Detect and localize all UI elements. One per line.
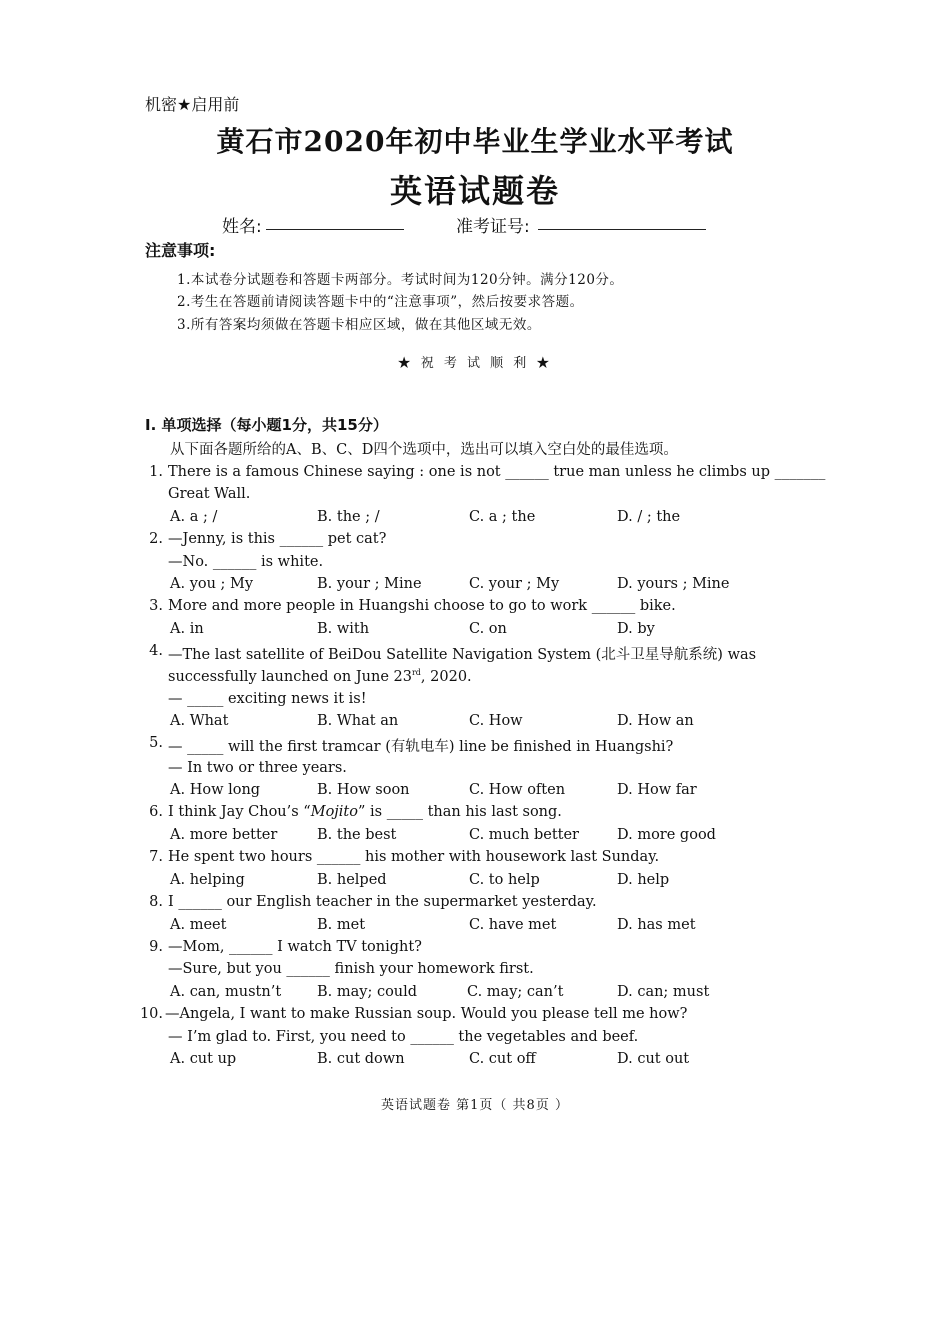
notice-heading: 注意事项:: [145, 241, 216, 260]
option-a: A. meet: [170, 917, 227, 933]
option-a: A. a ; /: [170, 509, 218, 525]
option-b: B. met: [317, 917, 366, 933]
option-b: B. helped: [317, 872, 387, 888]
option-d: D. How far: [617, 782, 697, 798]
question-text: —Angela, I want to make Russian soup. Would you please tell me how?: [165, 1006, 688, 1022]
song-title: Mojito: [310, 804, 358, 820]
option-c: C. How often: [469, 782, 566, 798]
option-a: A. What: [170, 713, 229, 729]
question-text-part: I think Jay Chou’s “: [168, 804, 311, 820]
superscript: rd: [411, 668, 421, 677]
question-number: 9.: [149, 939, 163, 955]
question-text: —Sure, but you ______ finish your homework first.: [168, 961, 534, 977]
question-text: I ______ our English teacher in the supermarket yesterday.: [168, 894, 597, 910]
good-luck-wish: ★ 祝 考 试 顺 利 ★: [397, 356, 553, 371]
name-blank: [266, 229, 404, 230]
question-text: — I’m glad to. First, you need to ______ the vegetables and beef.: [168, 1029, 639, 1045]
option-d: D. can; must: [617, 984, 710, 1000]
option-d: D. cut out: [617, 1051, 690, 1067]
option-a: A. you ; My: [170, 576, 254, 592]
option-b: B. with: [317, 621, 370, 637]
question-text: —No. ______ is white.: [168, 554, 324, 570]
question-text: — _____ exciting news it is!: [168, 691, 367, 707]
name-label: 姓名:: [222, 217, 262, 237]
option-a: A. How long: [170, 782, 261, 798]
notice-item: 2.考生在答题前请阅读答题卡中的“注意事项”，然后按要求答题。: [177, 294, 584, 310]
question-text: [168, 668, 472, 685]
option-d: D. help: [617, 872, 670, 888]
notice-item: 3.所有答案均须做在答题卡相应区域，做在其他区域无效。: [177, 317, 541, 333]
option-c: C. your ; My: [469, 576, 560, 592]
question-number: 1.: [149, 464, 163, 480]
question-text: —Jenny, is this ______ pet cat?: [168, 531, 387, 547]
option-c: C. a ; the: [469, 509, 536, 525]
question-number: 4.: [149, 643, 163, 659]
question-text: —The last satellite of BeiDou Satellite Navigation System (北斗卫星导航系统) was: [168, 647, 757, 663]
exam-title: 黄石市2020年初中毕业生学业水平考试: [216, 125, 734, 158]
option-a: A. cut up: [170, 1051, 237, 1067]
question-text: [168, 804, 562, 820]
option-a: A. more better: [170, 827, 278, 843]
option-b: B. your ; Mine: [317, 576, 422, 592]
option-d: D. / ; the: [617, 509, 681, 525]
id-label: 准考证号:: [456, 217, 530, 237]
option-c: C. on: [469, 621, 507, 637]
option-d: D. yours ; Mine: [617, 576, 730, 592]
question-text: There is a famous Chinese saying : one is not ______ true man unless he climbs up _______: [168, 464, 826, 480]
id-blank: [538, 229, 706, 230]
question-number: 6.: [149, 804, 163, 820]
page-footer: 英语试题卷 第1页（ 共8页 ）: [381, 1098, 569, 1113]
option-d: D. by: [617, 621, 655, 637]
option-b: B. What an: [317, 713, 399, 729]
question-text: He spent two hours ______ his mother with housework last Sunday.: [168, 849, 660, 865]
question-text: More and more people in Huangshi choose to go to work ______ bike.: [168, 598, 676, 614]
option-b: B. cut down: [317, 1051, 405, 1067]
option-b: B. the ; /: [317, 509, 380, 525]
option-c: C. much better: [469, 827, 579, 843]
question-text-part: , 2020.: [420, 668, 472, 685]
option-b: B. How soon: [317, 782, 410, 798]
question-number: 5.: [149, 735, 163, 751]
option-a: A. can, mustn’t: [170, 984, 282, 1000]
option-c: C. may; can’t: [467, 984, 564, 1000]
notice-item: 1.本试卷分试题卷和答题卡两部分。考试时间为120分钟。满分120分。: [177, 272, 624, 288]
secret-mark: 机密★启用前: [145, 95, 240, 114]
option-d: D. more good: [617, 827, 716, 843]
option-b: B. the best: [317, 827, 397, 843]
option-c: C. cut off: [469, 1051, 536, 1067]
exam-subtitle: 英语试题卷: [389, 172, 560, 210]
question-text: — _____ will the first tramcar (有轨电车) line be finished in Huangshi?: [168, 739, 674, 755]
question-text: — In two or three years.: [168, 760, 347, 776]
option-c: C. to help: [469, 872, 540, 888]
question-text-part: successfully launched on June 23: [168, 668, 412, 685]
option-a: A. in: [170, 621, 204, 637]
option-a: A. helping: [170, 872, 245, 888]
section-instruction: 从下面各题所给的A、B、C、D四个选项中，选出可以填入空白处的最佳选项。: [170, 442, 678, 458]
option-b: B. may; could: [317, 984, 418, 1000]
section-title: I. 单项选择（每小题1分，共15分）: [145, 416, 388, 434]
question-number: 7.: [149, 849, 163, 865]
question-number: 8.: [149, 894, 163, 910]
option-c: C. How: [469, 713, 523, 729]
question-number: 2.: [149, 531, 163, 547]
question-text-part: ” is _____ than his last song.: [358, 804, 562, 820]
question-text: Great Wall.: [168, 486, 251, 502]
option-d: D. has met: [617, 917, 696, 933]
question-text: —Mom, ______ I watch TV tonight?: [168, 939, 422, 955]
question-number: 10.: [139, 1006, 163, 1022]
option-c: C. have met: [469, 917, 557, 933]
question-number: 3.: [149, 598, 163, 614]
option-d: D. How an: [617, 713, 694, 729]
